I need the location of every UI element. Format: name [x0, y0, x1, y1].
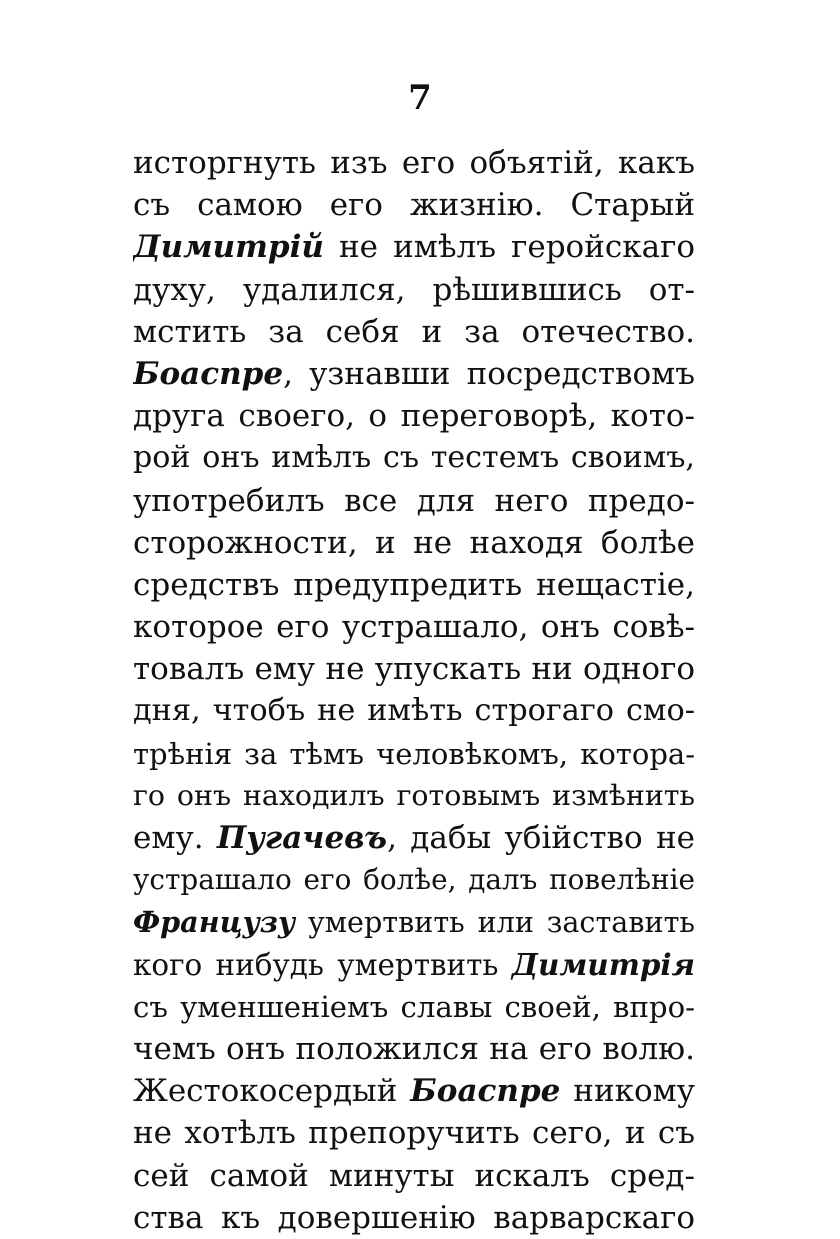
text-run: съ уменшеніемъ славы своей, впро- — [133, 989, 695, 1024]
text-run: употребилъ все для него предо- — [133, 482, 695, 519]
italic-name: Боаспре — [133, 355, 284, 392]
text-run: не хотѣлъ препоручить сего, и съ — [133, 1115, 695, 1152]
text-run: не имѣлъ геройскаго — [323, 229, 695, 266]
italic-name: Димитрій — [133, 229, 324, 266]
text-line — [133, 269, 695, 311]
text-line — [133, 480, 695, 522]
text-run: исторгнуть изъ его объятій, какъ — [133, 145, 695, 181]
text-run: ства къ довершенію варварскаго — [133, 1199, 695, 1236]
text-line — [133, 690, 695, 732]
text-line — [133, 184, 695, 226]
text-line — [133, 522, 695, 564]
text-line — [133, 1112, 695, 1154]
text-line — [133, 437, 695, 479]
text-run: ему. — [133, 820, 217, 856]
text-line — [133, 1028, 695, 1070]
text-run: устрашало его болѣе, далъ повелѣніе — [133, 863, 695, 897]
text-run: мстить за себя и за отечество. — [133, 313, 695, 350]
text-run: средствъ предупредить нещастіе, — [133, 566, 695, 603]
text-line — [133, 901, 695, 943]
text-line — [133, 775, 695, 817]
text-line — [133, 1155, 695, 1197]
text-run: чемъ онъ положился на его волю. — [133, 1030, 695, 1067]
italic-name: Пугачевъ — [216, 820, 388, 856]
text-run: дня, чтобъ не имѣть строгаго смо- — [133, 693, 695, 729]
text-line — [133, 1197, 695, 1239]
text-line — [133, 1070, 695, 1112]
text-line — [133, 859, 695, 901]
text-run: Жестокосердый — [133, 1073, 411, 1110]
text-line — [133, 733, 695, 775]
text-line — [133, 142, 695, 184]
text-run: друга своего, о переговорѣ, кото- — [133, 398, 695, 435]
text-run: го онъ находилъ готовымъ измѣнить — [133, 778, 695, 812]
text-line — [133, 986, 695, 1028]
text-line — [133, 226, 695, 268]
text-line — [133, 606, 695, 648]
text-line — [133, 944, 695, 986]
page-number: 7 — [408, 78, 432, 118]
text-line — [133, 817, 695, 859]
text-line — [133, 648, 695, 690]
italic-name: Димитрія — [511, 946, 695, 982]
text-run: духу, удалился, рѣшившись от- — [133, 271, 695, 308]
italic-name: Боаспре — [410, 1073, 561, 1110]
text-run: товалъ ему не упускать ни одного — [133, 651, 695, 688]
text-run: рой онъ имѣлъ съ тестемъ своимъ, — [133, 440, 695, 476]
text-line — [133, 395, 695, 437]
italic-name: Французу — [133, 905, 296, 940]
text-run: трѣнія за тѣмъ человѣкомъ, котора- — [133, 736, 695, 771]
text-run: съ самою его жизнію. Старый — [133, 187, 695, 224]
text-run: , дабы убійство не — [387, 820, 695, 856]
text-run: которое его устрашало, онъ совѣ- — [133, 609, 695, 646]
text-run: умертвить или заставить — [295, 905, 695, 940]
text-run: кого нибудь умертвить — [133, 947, 512, 982]
body-text — [133, 142, 695, 1239]
text-run: сей самой минуты искалъ сред- — [133, 1157, 695, 1194]
text-line — [133, 564, 695, 606]
text-run: сторожности, и не находя болѣе — [133, 524, 695, 561]
text-run: , узнавши посредствомъ — [283, 355, 695, 392]
text-line — [133, 353, 695, 395]
text-line — [133, 311, 695, 353]
text-run: никому — [560, 1073, 695, 1110]
